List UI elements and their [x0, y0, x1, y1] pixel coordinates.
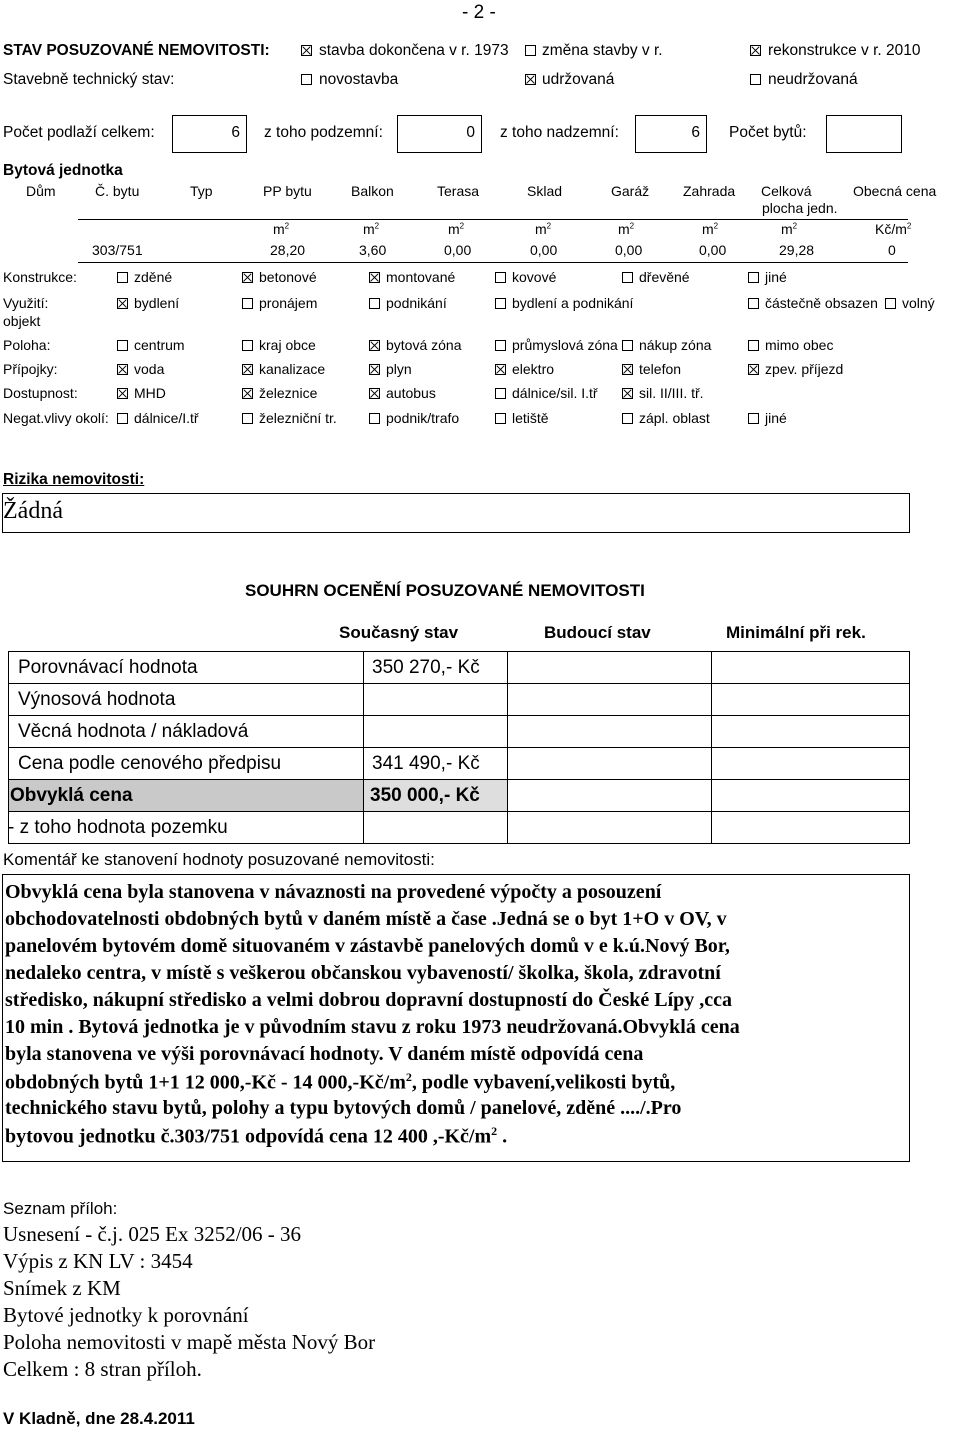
negat-opt-3: podnik/trafo — [386, 410, 460, 426]
konstrukce-opt-1: zděné — [134, 269, 173, 285]
unit-m2-total: $m^2$ — [781, 221, 798, 237]
summary-vline — [909, 651, 910, 844]
header-total: Celková — [761, 183, 812, 199]
pripojky-opt-1: voda — [134, 361, 165, 377]
risks-value: Žádná — [3, 498, 63, 524]
summary-row-label: Obvyklá cena — [10, 785, 133, 806]
pripojky-checkbox-4 — [495, 364, 506, 375]
attachment-item: Poloha nemovitosti v mapě města Nový Bor — [3, 1330, 376, 1354]
cell-storage: 0,00 — [530, 242, 558, 258]
cell-price: 0 — [888, 242, 896, 258]
summary-row-label: Porovnávací hodnota — [18, 657, 198, 678]
header-storage: Sklad — [527, 183, 563, 199]
summary-line — [8, 683, 910, 684]
konstrukce-checkbox-4 — [495, 272, 506, 283]
attachments-label: Seznam příloh: — [3, 1199, 118, 1218]
comment-line: bytovou jednotku č.303/751 odpovídá cena 12 400 $,-Kč/m^2$ . — [5, 1124, 508, 1148]
vyuziti-label-line2: objekt — [3, 313, 41, 329]
cell-floor-area: 28,20 — [270, 242, 306, 258]
units-count-label: Počet bytů: — [729, 124, 807, 141]
poloha-checkbox-3 — [369, 340, 380, 351]
pripojky-label: Přípojky: — [3, 361, 58, 377]
poloha-label: Poloha: — [3, 337, 51, 353]
condition-new-label: novostavba — [319, 71, 399, 88]
attachment-item: Bytové jednotky k porovnání — [3, 1303, 249, 1327]
condition-checkbox-new — [301, 74, 312, 85]
status-completed-label: stavba dokončena v r. 1973 — [319, 42, 509, 59]
summary-row-label: Výnosová hodnota — [18, 689, 176, 710]
condition-checkbox-unmaintained — [750, 74, 761, 85]
risks-label: Rizika nemovitosti: — [3, 471, 145, 488]
dostupnost-opt-5: sil. II/III. tř. — [639, 385, 704, 401]
poloha-checkbox-2 — [242, 340, 253, 351]
cell-balcony: 3,60 — [359, 242, 387, 258]
negat-checkbox-3 — [369, 413, 380, 424]
unit-price-unit: $Kč/m^2$ — [875, 221, 912, 237]
vyuziti-checkbox-4 — [495, 298, 506, 309]
status-checkbox-change — [525, 45, 536, 56]
pripojky-checkbox-6 — [748, 364, 759, 375]
poloha-opt-3: bytová zóna — [386, 337, 462, 353]
vyuziti-opt-5: částečně obsazen — [765, 295, 878, 311]
pripojky-checkbox-3 — [369, 364, 380, 375]
comment-line: panelovém bytovém domě situovaném v zástavbě panelových domů v e k.ú.Nový Bor, — [5, 935, 730, 957]
attachment-item: Výpis z KN LV : 3454 — [3, 1249, 193, 1273]
poloha-opt-1: centrum — [134, 337, 185, 353]
summary-row-label: - z toho hodnota pozemku — [8, 817, 228, 838]
konstrukce-checkbox-6 — [748, 272, 759, 283]
dostupnost-checkbox-1 — [117, 388, 128, 399]
floors-above-value: 6 — [691, 124, 700, 141]
cell-terrace: 0,00 — [444, 242, 472, 258]
status-checkbox-reconstruction — [750, 45, 761, 56]
pripojky-checkbox-5 — [622, 364, 633, 375]
dostupnost-checkbox-5 — [622, 388, 633, 399]
cell-garage: 0,00 — [615, 242, 643, 258]
konstrukce-opt-4: kovové — [512, 269, 557, 285]
poloha-opt-4: průmyslová zóna — [512, 337, 618, 353]
poloha-opt-6: mimo obec — [765, 337, 834, 353]
comment-line: nedaleko centra, v místě s veškerou občanskou vybaveností/ školka, škola, zdravotní — [5, 962, 721, 984]
header-unit-no: Č. bytu — [95, 183, 140, 199]
header-price: Obecná cena — [853, 183, 937, 199]
unit-m2-garden: $m^2$ — [702, 221, 719, 237]
vyuziti-opt-6: volný — [902, 295, 935, 311]
negat-opt-2: železniční tr. — [259, 410, 337, 426]
summary-vline — [507, 651, 508, 844]
negat-label: Negat.vlivy okolí: — [3, 410, 109, 426]
summary-line — [8, 747, 910, 748]
negat-opt-4: letiště — [512, 410, 549, 426]
comment-line: středisko, nákupní středisko a velmi dobrou dopravní dostupností do České Lípy ,cca — [5, 989, 733, 1011]
konstrukce-label: Konstrukce: — [3, 269, 77, 285]
page-number: - 2 - — [462, 2, 496, 23]
condition-maintained-label: udržovaná — [542, 71, 615, 88]
negat-checkbox-1 — [117, 413, 128, 424]
negat-checkbox-2 — [242, 413, 253, 424]
summary-col-min: Minimální při rek. — [726, 623, 866, 642]
status-checkbox-completed — [301, 45, 312, 56]
summary-line — [8, 843, 910, 844]
unit-m2-terrace: $m^2$ — [448, 221, 465, 237]
dostupnost-opt-2: železnice — [259, 385, 318, 401]
comment-label: Komentář ke stanovení hodnoty posuzované nemovitosti: — [3, 850, 435, 869]
header-garden: Zahrada — [683, 183, 736, 199]
unit-table-title: Bytová jednotka — [3, 162, 123, 179]
konstrukce-opt-3: montované — [386, 269, 456, 285]
vyuziti-checkbox-6 — [885, 298, 896, 309]
floors-total-value: 6 — [231, 124, 240, 141]
summary-line — [8, 651, 910, 652]
dostupnost-checkbox-2 — [242, 388, 253, 399]
konstrukce-checkbox-3 — [369, 272, 380, 283]
dostupnost-opt-1: MHD — [134, 385, 166, 401]
pripojky-opt-6: zpev. příjezd — [765, 361, 844, 377]
summary-title: SOUHRN OCENĚNÍ POSUZOVANÉ NEMOVITOSTI — [245, 581, 645, 600]
comment-line: Obvyklá cena byla stanovena v návaznosti na provedené výpočty a posouzení — [5, 881, 662, 903]
negat-opt-5: zápl. oblast — [639, 410, 710, 426]
dostupnost-checkbox-3 — [369, 388, 380, 399]
konstrukce-checkbox-1 — [117, 272, 128, 283]
header-total-line2: plocha jedn. — [762, 200, 838, 216]
vyuziti-checkbox-1 — [117, 298, 128, 309]
floors-total-label: Počet podlaží celkem: — [3, 124, 155, 141]
floors-underground-value: 0 — [466, 124, 475, 141]
comment-line: byla stanovena ve výši porovnávací hodnoty. V daném místě odpovídá cena — [5, 1043, 644, 1065]
poloha-checkbox-5 — [622, 340, 633, 351]
poloha-checkbox-1 — [117, 340, 128, 351]
summary-vline — [711, 651, 712, 844]
floors-total-box — [172, 115, 247, 153]
konstrukce-opt-5: dřevěné — [639, 269, 690, 285]
poloha-opt-5: nákup zóna — [639, 337, 712, 353]
comment-line: obdobných bytů 1+1 12 000,-Kč - 14 $000,-Kč/m^2$, podle vybavení,velikosti bytů, — [5, 1070, 676, 1094]
vyuziti-opt-1: bydlení — [134, 295, 180, 311]
header-balcony: Balkon — [351, 183, 394, 199]
floors-above-label: z toho nadzemní: — [500, 124, 619, 141]
konstrukce-checkbox-2 — [242, 272, 253, 283]
vyuziti-label: Využití: — [3, 295, 49, 311]
condition-unmaintained-label: neudržovaná — [768, 71, 858, 88]
summary-col-future: Budoucí stav — [544, 623, 651, 642]
unit-m2-balcony: $m^2$ — [363, 221, 380, 237]
summary-row-current: 341 490,- Kč — [372, 753, 480, 774]
header-floor-area: PP bytu — [263, 183, 312, 199]
status-change-label: změna stavby v r. — [542, 42, 663, 59]
units-count-box — [826, 115, 902, 153]
header-house: Dům — [26, 183, 56, 199]
floors-underground-box — [397, 115, 482, 153]
comment-line: obchodovatelnosti obdobných bytů v daném místě a čase .Jedná se o byt 1+O v OV, v — [5, 908, 727, 930]
pripojky-opt-5: telefon — [639, 361, 682, 377]
pripojky-checkbox-1 — [117, 364, 128, 375]
pripojky-checkbox-2 — [242, 364, 253, 375]
unit-m2-pp: $m^2$ — [273, 221, 290, 237]
summary-vline — [8, 651, 9, 844]
risks-box — [2, 493, 910, 533]
signature-line: V Kladně, dne 28.4.2011 — [3, 1409, 195, 1428]
condition-checkbox-maintained — [525, 74, 536, 85]
dostupnost-opt-3: autobus — [386, 385, 436, 401]
cell-garden: 0,00 — [699, 242, 727, 258]
summary-col-current: Současný stav — [339, 623, 459, 642]
poloha-checkbox-4 — [495, 340, 506, 351]
header-terrace: Terasa — [437, 183, 480, 199]
negat-opt-6: jiné — [765, 410, 787, 426]
summary-table — [8, 651, 910, 844]
poloha-opt-2: kraj obce — [259, 337, 316, 353]
poloha-checkbox-6 — [748, 340, 759, 351]
vyuziti-checkbox-5 — [748, 298, 759, 309]
attachment-item: Celkem : 8 stran příloh. — [3, 1357, 202, 1381]
negat-checkbox-5 — [622, 413, 633, 424]
comment-line: 10 min . Bytová jednotka je v původním stavu z roku 1973 neudržovaná.Obvyklá cena — [5, 1016, 740, 1038]
konstrukce-opt-6: jiné — [765, 269, 787, 285]
vyuziti-checkbox-3 — [369, 298, 380, 309]
summary-row-current: 350 270,- Kč — [372, 657, 480, 678]
negat-checkbox-6 — [748, 413, 759, 424]
konstrukce-checkbox-5 — [622, 272, 633, 283]
attachment-item: Snímek z KM — [3, 1276, 121, 1300]
summary-row-label: Věcná hodnota / nákladová — [18, 721, 249, 742]
konstrukce-opt-2: betonové — [259, 269, 317, 285]
comment-box — [2, 874, 910, 1162]
attachment-item: Usnesení - č.j. 025 Ex 3252/06 - 36 — [3, 1222, 302, 1246]
summary-row-current: 350 000,- Kč — [370, 785, 480, 806]
dostupnost-label: Dostupnost: — [3, 385, 78, 401]
dostupnost-opt-4: dálnice/sil. I.tř — [512, 385, 598, 401]
comment-line: technického stavu bytů, polohy a typu bytových domů / panelové, zděné ..../.Pro — [5, 1097, 682, 1119]
vyuziti-checkbox-2 — [242, 298, 253, 309]
cell-total: 29,28 — [779, 242, 815, 258]
unit-table — [0, 181, 960, 261]
status-label: STAV POSUZOVANÉ NEMOVITOSTI: — [3, 42, 270, 59]
cell-unit-no: 303/751 — [92, 242, 143, 258]
negat-checkbox-4 — [495, 413, 506, 424]
pripojky-opt-2: kanalizace — [259, 361, 326, 377]
negat-opt-1: dálnice/I.tř — [134, 410, 199, 426]
summary-row-label: Cena podle cenového předpisu — [18, 753, 282, 774]
vyuziti-opt-3: podnikání — [386, 295, 447, 311]
pripojky-opt-3: plyn — [386, 361, 412, 377]
vyuziti-opt-4: bydlení a podnikání — [512, 295, 634, 311]
status-reconstruction-label: rekonstrukce v r. 2010 — [768, 42, 921, 59]
unit-m2-garage: $m^2$ — [618, 221, 635, 237]
vyuziti-opt-2: pronájem — [259, 295, 318, 311]
dostupnost-checkbox-4 — [495, 388, 506, 399]
summary-vline — [363, 651, 364, 844]
floors-underground-label: z toho podzemní: — [264, 124, 383, 141]
summary-line — [8, 811, 910, 812]
summary-line — [8, 715, 910, 716]
condition-label: Stavebně technický stav: — [3, 71, 175, 88]
header-garage: Garáž — [611, 183, 650, 199]
unit-m2-storage: $m^2$ — [535, 221, 552, 237]
floors-above-box — [635, 115, 707, 153]
pripojky-opt-4: elektro — [512, 361, 555, 377]
header-type: Typ — [190, 183, 213, 199]
